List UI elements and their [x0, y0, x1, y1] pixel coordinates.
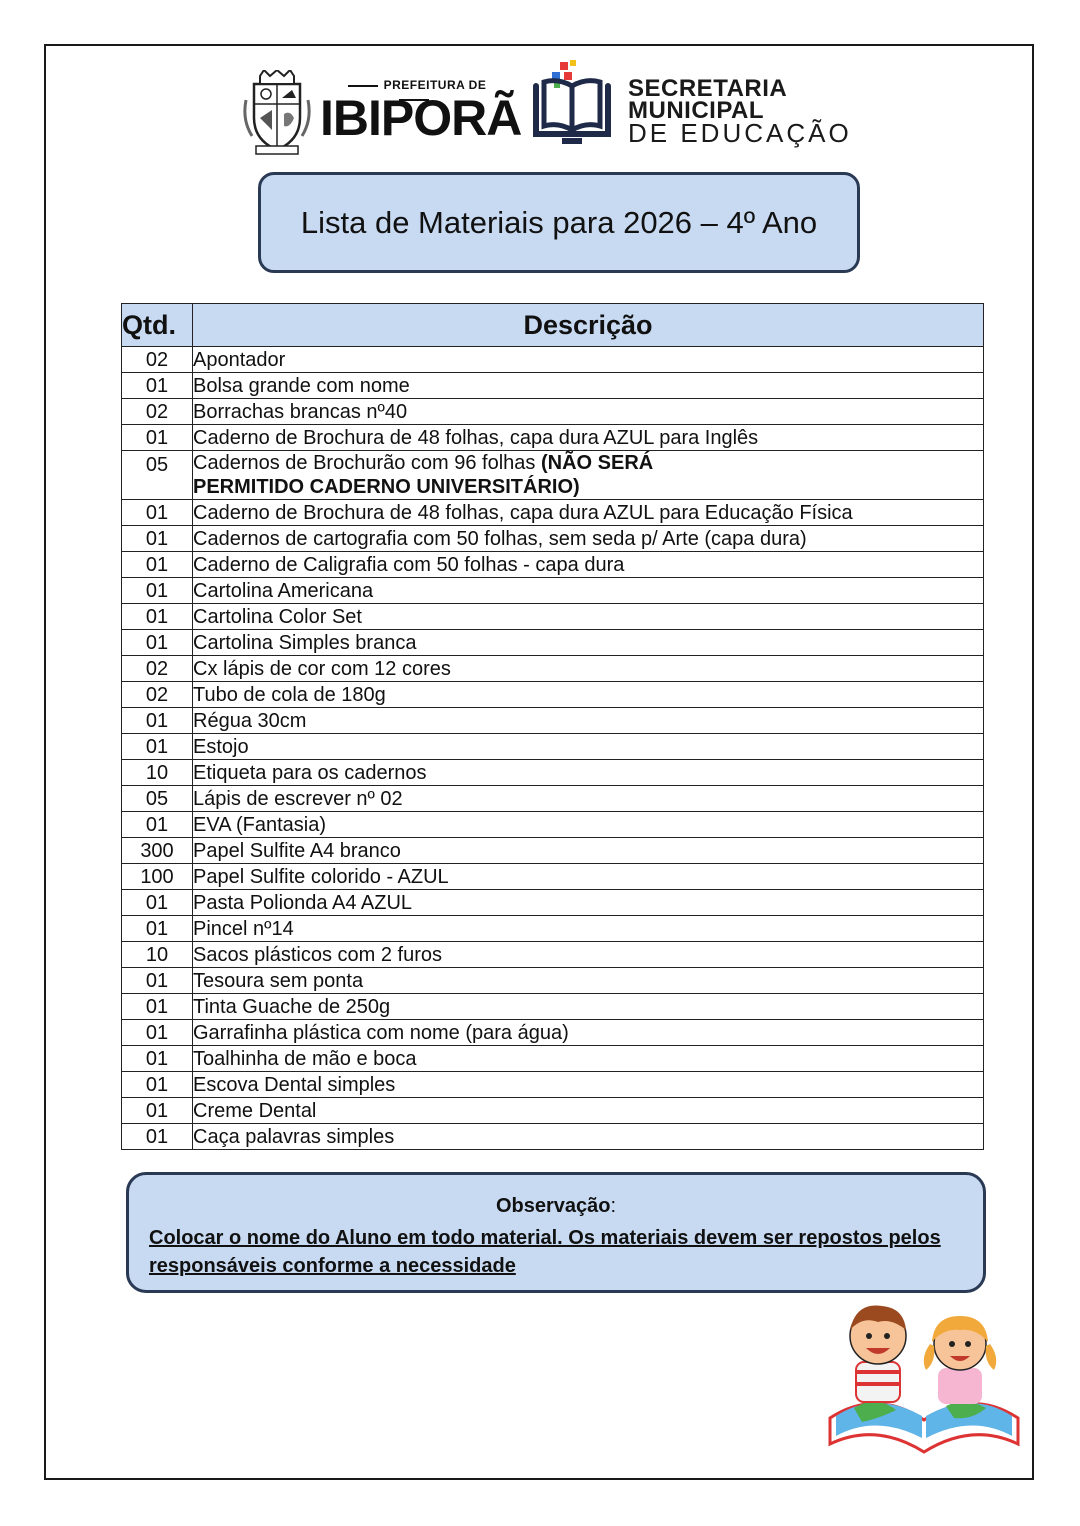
- table-row: [122, 373, 984, 399]
- qty-column-header: Qtd.: [122, 304, 193, 347]
- row-qty: 01: [122, 708, 193, 734]
- observation-heading: [149, 1195, 963, 1218]
- table-row: [122, 1098, 984, 1124]
- observation-colon: :: [610, 1195, 617, 1217]
- row-desc: Etiqueta para os cadernos: [193, 760, 984, 786]
- row-qty: 01: [122, 500, 193, 526]
- row-qty: 01: [122, 1098, 193, 1124]
- table-row: [122, 656, 984, 682]
- row-desc: [193, 451, 984, 500]
- table-row: [122, 604, 984, 630]
- secretaria-line-1: SECRETARIA: [628, 75, 788, 102]
- table-row: [122, 942, 984, 968]
- prefeitura-logo: [242, 70, 522, 156]
- row-desc: Bolsa grande com nome: [193, 373, 984, 399]
- table-row: [122, 864, 984, 890]
- row-qty: 100: [122, 864, 193, 890]
- description-column-header: Descrição: [193, 304, 984, 347]
- row-desc-text: Cadernos de Brochurão com 96 folhas: [193, 452, 541, 474]
- row-desc: Papel Sulfite A4 branco: [193, 838, 984, 864]
- row-desc: Papel Sulfite colorido - AZUL: [193, 864, 984, 890]
- row-qty: 01: [122, 425, 193, 451]
- secretaria-line-2: MUNICIPAL: [628, 97, 765, 124]
- kids-reading-illustration: [826, 1298, 1022, 1456]
- row-desc: Cartolina Americana: [193, 578, 984, 604]
- materials-table: [121, 303, 984, 1150]
- row-desc: Cartolina Color Set: [193, 604, 984, 630]
- observation-text: Colocar o nome do Aluno em todo material. Os materiais devem ser repostos pelos responsáveis conforme a necessidade: [149, 1227, 941, 1277]
- table-row: [122, 916, 984, 942]
- table-row: [122, 812, 984, 838]
- row-desc: Borrachas brancas nº40: [193, 399, 984, 425]
- row-desc: Pincel nº14: [193, 916, 984, 942]
- row-desc: Tesoura sem ponta: [193, 968, 984, 994]
- table-row: [122, 760, 984, 786]
- table-row: [122, 578, 984, 604]
- row-qty: 01: [122, 526, 193, 552]
- table-row: [122, 786, 984, 812]
- table-row: [122, 1020, 984, 1046]
- row-desc: Cadernos de cartografia com 50 folhas, sem seda p/ Arte (capa dura): [193, 526, 984, 552]
- row-desc: Cartolina Simples branca: [193, 630, 984, 656]
- row-qty: 01: [122, 1124, 193, 1150]
- row-desc: Pasta Polionda A4 AZUL: [193, 890, 984, 916]
- row-qty: 01: [122, 916, 193, 942]
- secretaria-logo: [532, 60, 852, 150]
- table-row: [122, 734, 984, 760]
- table-row: [122, 552, 984, 578]
- crest-icon: [242, 70, 312, 156]
- row-desc: Caderno de Brochura de 48 folhas, capa dura AZUL para Inglês: [193, 425, 984, 451]
- row-qty: 01: [122, 604, 193, 630]
- row-desc: Apontador: [193, 347, 984, 373]
- secretaria-line-3: DE EDUCAÇÃO: [628, 118, 852, 148]
- observation-label: Observação: [495, 1195, 611, 1217]
- row-qty: 01: [122, 812, 193, 838]
- row-qty: 02: [122, 656, 193, 682]
- row-qty: 10: [122, 760, 193, 786]
- row-desc: Lápis de escrever nº 02: [193, 786, 984, 812]
- secretaria-name: [628, 75, 852, 148]
- row-qty: 02: [122, 682, 193, 708]
- row-desc-warning: (NÃO SERÁ: [540, 452, 654, 474]
- table-row: [122, 1072, 984, 1098]
- row-qty: 01: [122, 373, 193, 399]
- row-desc: Creme Dental: [193, 1098, 984, 1124]
- row-qty: 01: [122, 994, 193, 1020]
- row-desc-warning-cont: PERMITIDO CADERNO UNIVERSITÁRIO): [193, 476, 580, 498]
- table-row: [122, 994, 984, 1020]
- table-row: [122, 1124, 984, 1150]
- row-qty: 01: [122, 578, 193, 604]
- row-qty: 05: [122, 786, 193, 812]
- title-box: [258, 172, 860, 273]
- row-qty: 300: [122, 838, 193, 864]
- table-header-row: [122, 304, 984, 347]
- row-desc: Cx lápis de cor com 12 cores: [193, 656, 984, 682]
- table-row: [122, 451, 984, 500]
- row-qty: 02: [122, 399, 193, 425]
- row-qty: 01: [122, 734, 193, 760]
- table-row: [122, 682, 984, 708]
- open-book-icon: [532, 60, 618, 150]
- prefeitura-label: PREFEITURA DE: [324, 78, 504, 106]
- row-qty: 01: [122, 1020, 193, 1046]
- row-qty: 01: [122, 890, 193, 916]
- row-qty: 01: [122, 1046, 193, 1072]
- row-desc: Tinta Guache de 250g: [193, 994, 984, 1020]
- row-desc: Garrafinha plástica com nome (para água): [193, 1020, 984, 1046]
- table-row: [122, 838, 984, 864]
- table-row: [122, 526, 984, 552]
- row-desc: Estojo: [193, 734, 984, 760]
- row-qty: 01: [122, 630, 193, 656]
- row-desc: Toalhinha de mão e boca: [193, 1046, 984, 1072]
- city-name: IBIPORÃ: [320, 90, 522, 146]
- row-desc: Escova Dental simples: [193, 1072, 984, 1098]
- row-qty: 01: [122, 968, 193, 994]
- row-desc: Sacos plásticos com 2 furos: [193, 942, 984, 968]
- table-row: [122, 425, 984, 451]
- table-row: [122, 347, 984, 373]
- row-qty: 05: [122, 451, 193, 500]
- row-desc: Caderno de Caligrafia com 50 folhas - capa dura: [193, 552, 984, 578]
- table-row: [122, 890, 984, 916]
- row-qty: 02: [122, 347, 193, 373]
- row-desc: Régua 30cm: [193, 708, 984, 734]
- table-row: [122, 500, 984, 526]
- table-row: [122, 968, 984, 994]
- row-desc: Tubo de cola de 180g: [193, 682, 984, 708]
- observation-box: [126, 1172, 986, 1293]
- table-row: [122, 708, 984, 734]
- row-qty: 01: [122, 552, 193, 578]
- row-qty: 01: [122, 1072, 193, 1098]
- row-qty: 10: [122, 942, 193, 968]
- page-title: Lista de Materiais para 2026 – 4º Ano: [300, 204, 818, 240]
- table-row: [122, 630, 984, 656]
- row-desc: Caça palavras simples: [193, 1124, 984, 1150]
- row-desc: Caderno de Brochura de 48 folhas, capa dura AZUL para Educação Física: [193, 500, 984, 526]
- table-row: [122, 399, 984, 425]
- table-row: [122, 1046, 984, 1072]
- row-desc: EVA (Fantasia): [193, 812, 984, 838]
